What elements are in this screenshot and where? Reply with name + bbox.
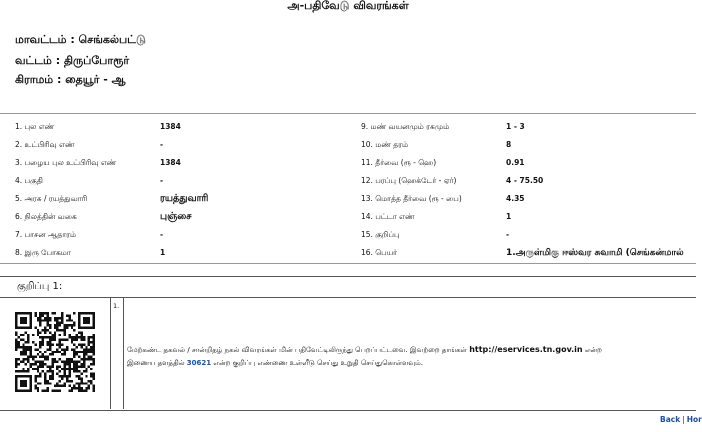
record-details-grid xyxy=(15,122,696,266)
field-label: 9. மண் வயனமும் ரகமும் xyxy=(361,122,450,131)
back-link[interactable]: Back xyxy=(660,415,681,424)
field-value: 1384 xyxy=(160,158,181,167)
field-value: - xyxy=(160,140,164,149)
page-title: அ-பதிவேடு விவரங்கள் xyxy=(287,0,409,12)
field-value: - xyxy=(160,176,164,185)
field-value: 1 xyxy=(506,212,512,221)
field-value: 1 - 3 xyxy=(506,122,525,131)
field-label: 7. பாசன ஆதாரம் xyxy=(15,230,77,239)
record-row xyxy=(15,230,696,248)
record-row xyxy=(15,212,696,230)
field-label: 16. பெயர் xyxy=(361,248,398,257)
field-value: புஞ்சை xyxy=(160,211,192,222)
middle-divider xyxy=(0,263,696,264)
field-label: 15. குறிப்பு xyxy=(361,230,400,239)
notes-heading: குறிப்பு 1: xyxy=(17,281,63,292)
record-row xyxy=(15,158,696,176)
field-label: 6. நிலத்தின் வகை xyxy=(15,212,77,221)
home-link[interactable]: Hor xyxy=(686,415,702,424)
top-divider xyxy=(0,113,696,114)
record-row xyxy=(15,122,696,140)
note-text xyxy=(127,343,696,370)
village-label: கிராமம் : தையூர் - ஆ xyxy=(15,73,126,86)
notes-header xyxy=(0,277,696,298)
field-value: - xyxy=(506,230,510,239)
footer-separator: | xyxy=(682,415,685,424)
qr-cell xyxy=(0,298,111,409)
notes-section xyxy=(0,276,696,411)
field-label: 10. மண் தரம் xyxy=(361,140,409,149)
field-label: 8. இரு போகமா xyxy=(15,248,71,257)
field-value: - xyxy=(160,230,164,239)
note-text-part: என்ற xyxy=(582,346,602,354)
field-label: 11. தீர்வை (ரூ - ஹெ) xyxy=(361,158,437,167)
reference-code: 30621 xyxy=(186,359,212,367)
field-label: 1. புல எண் xyxy=(15,122,55,131)
field-label: 5. அரசு / ரயத்துவாரி xyxy=(15,194,88,203)
note-text-part: இணைய தளத்தில் xyxy=(127,359,187,367)
note-number-cell xyxy=(110,298,124,409)
record-row xyxy=(15,176,696,194)
qr-code-icon xyxy=(15,312,95,392)
record-row xyxy=(15,140,696,158)
field-label: 4. பகுதி xyxy=(15,176,43,185)
field-value: 0.91 xyxy=(506,158,525,167)
field-value: 1 xyxy=(160,248,166,257)
field-value: 4.35 xyxy=(506,194,525,203)
note-number: 1. xyxy=(113,302,120,310)
field-label: 13. மொத்த தீர்வை (ரூ - பை) xyxy=(361,194,462,203)
field-label: 3. பழைய புல உட்பிரிவு எண் xyxy=(15,158,117,167)
taluk-label: வட்டம் : திருப்போரூர் xyxy=(15,54,130,67)
field-value: 4 - 75.50 xyxy=(506,176,544,185)
footer-links xyxy=(660,415,702,424)
note-text-part: என்ற குறிப்பு எண்ணை உள்ளீடு செய்து உறுதி செய்துகொள்ளவும். xyxy=(211,359,423,367)
field-value: 8 xyxy=(506,140,512,149)
field-value: ரயத்துவாரி xyxy=(160,193,209,204)
field-value: 1384 xyxy=(160,122,181,131)
field-label: 12. பரப்பு (ஹெக்டேர் - ஏர்) xyxy=(361,176,457,185)
field-label: 14. பட்டா எண் xyxy=(361,212,415,221)
note-text-part: மேற்கண்ட தகவல் / சான்றிதழ் நகல் விவரங்கள் மின் பதிவேட்டிலிருந்து பெறப்பட்டவை. இவற்றை தாங்கள் xyxy=(127,346,470,354)
verification-url[interactable]: http://eservices.tn.gov.in xyxy=(469,345,583,354)
record-row xyxy=(15,194,696,212)
owner-name-value: 1.அருள்மிகு ஈஸ்வர சுவாமி (செங்கன்மால் xyxy=(506,248,684,258)
district-label: மாவட்டம் : செங்கல்பட்டு xyxy=(15,33,146,46)
field-label: 2. உட்பிரிவு எண் xyxy=(15,140,75,149)
